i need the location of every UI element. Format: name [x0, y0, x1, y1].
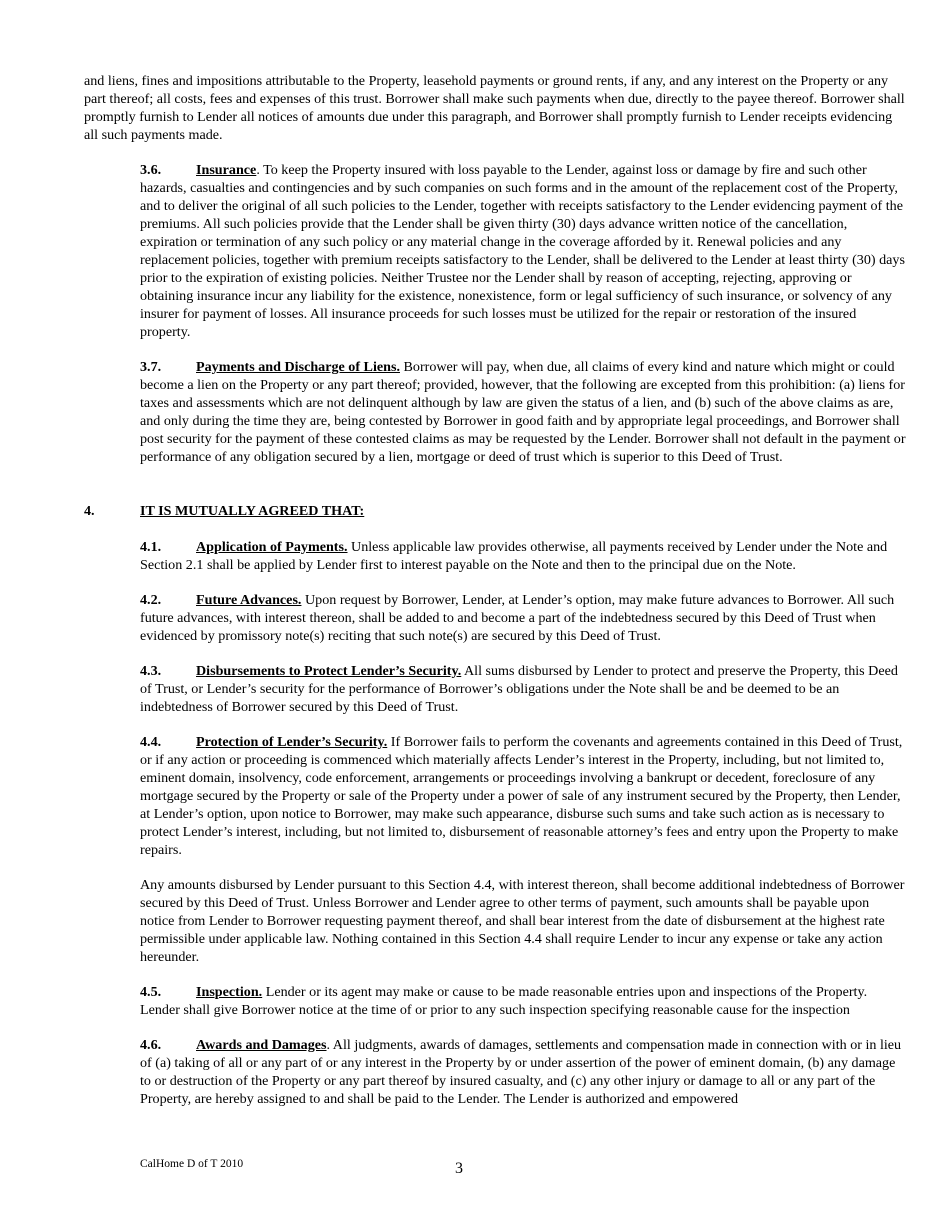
section-heading: Future Advances.: [196, 592, 302, 608]
section-4-4: [84, 733, 907, 859]
section-4-4-followup: Any amounts disbursed by Lender pursuant to this Section 4.4, with interest thereon, shall become additional indebtedness of Borrower secured by this Deed of Trust. Unless Borrower and Lender agree to other terms of payment, such amounts shall be payable upon notice from Lender to Borrower requesting payment thereof, and shall bear interest from the date of disbursement at the highest rate permissible under applicable law. Nothing contained in this Section 4.4 shall require Lender to incur any expense or take any action hereunder.: [140, 877, 905, 965]
section-text: If Borrower fails to perform the covenants and agreements contained in this Deed of Trust, or if any action or proceeding is commenced which materially affects Lender’s interest in the Property, including, but not limited to, eminent domain, insolvency, code enforcement, arrangements or proceedings involving a bankrupt or decedent, foreclosure of any mortgage secured by the Property or sale of the Property under a power of sale of any instrument secured by the Property, then Lender, at Lender’s option, upon notice to Borrower, may make such appearance, disburse such sums and take such action as is necessary to protect Lender’s interest, including, but not limited to, disbursement of reasonable attorney’s fees and entry upon the Property to make repairs.: [140, 734, 903, 858]
section-4-6: [84, 1036, 907, 1108]
section-heading: Inspection.: [196, 984, 263, 1000]
page-number: 3: [455, 1160, 463, 1177]
section-number: 4.: [84, 503, 95, 519]
section-number: 3.7.: [140, 359, 162, 375]
section-title: IT IS MUTUALLY AGREED THAT:: [140, 503, 365, 519]
section-text: Lender or its agent may make or cause to be made reasonable entries upon and inspections of the Property. Lender shall give Borrower notice at the time of or prior to any such inspection specifying reasonable cause for the inspection: [140, 984, 868, 1018]
section-number: 4.4.: [140, 734, 162, 750]
section-number: 4.5.: [140, 984, 162, 1000]
section-text: . To keep the Property insured with loss payable to the Lender, against loss or damage by fire and such other hazards, casualties and contingencies and by such companies on such forms and in the amount of the replacement cost of the Property, and to deliver the original of all such policies to the Lender, together with receipts satisfactory to the Lender evidencing payment of the premiums. All such policies provide that the Lender shall be given thirty (30) days advance written notice of the cancellation, expiration or termination of any such policy or any material change in the coverage afforded by it. Renewal policies and any replacement policies, together with premium receipts satisfactory to the Lender, shall be delivered to the Lender at least thirty (30) days prior to the expiration of existing policies. Neither Trustee nor the Lender shall by reason of accepting, rejecting, approving or obtaining insurance incur any liability for the existence, nonexistence, form or legal sufficiency of such insurance, or solvency of any insurer for payment of losses. All insurance proceeds for such losses must be utilized for the repair or restoration of the insured property.: [140, 162, 905, 340]
document-page: [84, 72, 907, 1125]
section-text: Upon request by Borrower, Lender, at Lender’s option, may make future advances to Borrower. All such future advances, with interest thereon, shall be added to and become a part of the indebtedness secured by this Deed of Trust when evidenced by promissory note(s) reciting that such note(s) are secured by this Deed of Trust.: [140, 592, 895, 644]
section-heading: Disbursements to Protect Lender’s Security.: [196, 663, 462, 679]
section-3-7: [84, 358, 907, 466]
footer-label: CalHome D of T 2010: [140, 1158, 244, 1170]
section-text: Unless applicable law provides otherwise, all payments received by Lender under the Note and Section 2.1 shall be applied by Lender first to interest payable on the Note and then to the principal due on the Note.: [140, 539, 888, 573]
section-number: 4.6.: [140, 1037, 162, 1053]
section-number: 4.2.: [140, 592, 162, 608]
section-4-1: [84, 538, 907, 574]
section-4-3: [84, 662, 907, 716]
section-heading: Payments and Discharge of Liens.: [196, 359, 400, 375]
section-4-5: [84, 983, 907, 1019]
section-number: 4.3.: [140, 663, 162, 679]
section-text: . All judgments, awards of damages, settlements and compensation made in connection with or in lieu of (a) taking of all or any part of or any interest in the Property by or under assertion of the power of eminent domain, (b) any damage to or destruction of the Property or any part thereof by insured casualty, and (c) any other injury or damage to all or any part of the Property, are hereby assigned to and shall be paid to the Lender. The Lender is authorized and empowered: [140, 1037, 902, 1107]
section-heading: Protection of Lender’s Security.: [196, 734, 388, 750]
section-heading: Application of Payments.: [196, 539, 348, 555]
section-4-2: [84, 591, 907, 645]
section-heading: Awards and Damages: [196, 1037, 327, 1053]
continuation-paragraph: and liens, fines and impositions attributable to the Property, leasehold payments or ground rents, if any, and any interest on the Property or any part thereof; all costs, fees and expenses of this trust. Borrower shall make such payments when due, directly to the payee thereof. Borrower shall promptly furnish to Lender all notices of amounts due under this paragraph, and Borrower shall promptly furnish to Lender receipts evidencing all such payments made.: [84, 73, 905, 143]
section-text: All sums disbursed by Lender to protect and preserve the Property, this Deed of Trust, or Lender’s security for the performance of Borrower’s obligations under the Note shall be and be deemed to be an indebtedness of Borrower secured by this Deed of Trust.: [140, 663, 898, 715]
section-text: Borrower will pay, when due, all claims of every kind and nature which might or could become a lien on the Property or any part thereof; provided, however, that the following are excepted from this prohibition: (a) liens for taxes and assessments which are not delinquent although by law are given the status of a lien, and (b) such of the above claims as are, and only during the time they are, being contested by Borrower in good faith and by appropriate legal proceedings, and Borrower shall post security for the payment of these contested claims as may be requested by the Lender. Borrower shall not default in the payment or performance of any obligation secured by a lien, mortgage or deed of trust which is superior to this Deed of Trust.: [140, 359, 906, 465]
section-3-6: [84, 161, 907, 341]
section-4-heading: [84, 502, 907, 520]
section-heading: Insurance: [196, 162, 257, 178]
section-number: 4.1.: [140, 539, 162, 555]
section-number: 3.6.: [140, 162, 162, 178]
